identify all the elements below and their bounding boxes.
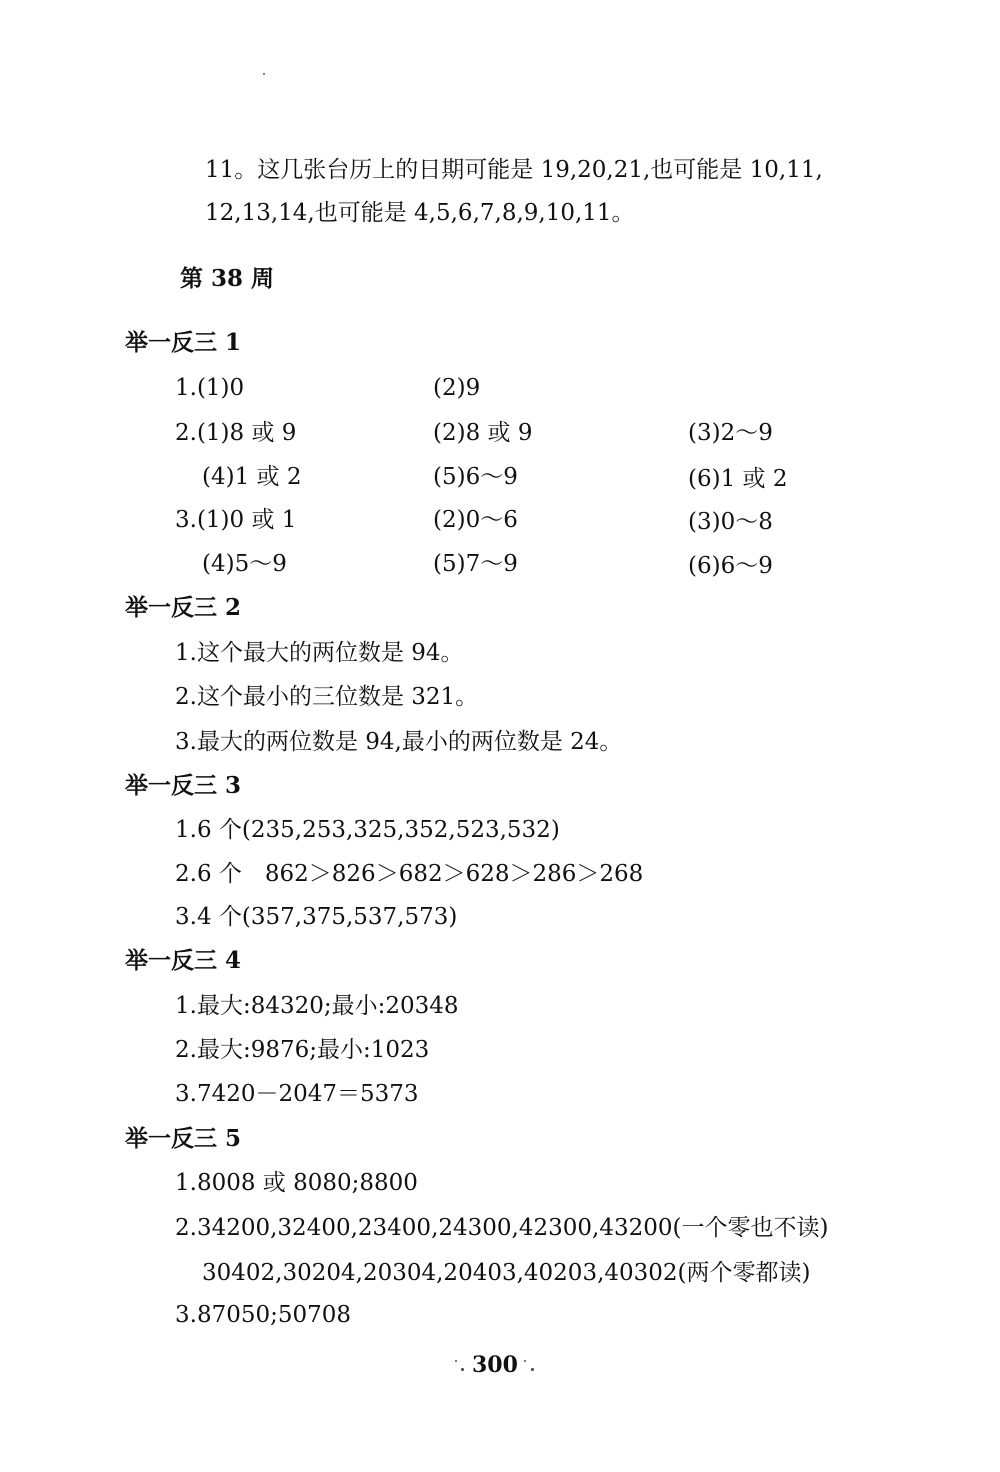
s1-r4-c3: (3)0～8 (688, 509, 773, 535)
page-number-ornament-left-2 (461, 1368, 464, 1371)
s3-item-2: 2.6 个 862＞826＞682＞628＞286＞268 (175, 861, 644, 887)
intro-line-1: 11。这几张台历上的日期可能是 19,20,21,也可能是 10,11, (205, 157, 823, 183)
s4-item-1: 1.最大:84320;最小:20348 (175, 993, 459, 1019)
section-4-title: 举一反三 4 (125, 947, 242, 974)
s2-item-3: 3.最大的两位数是 94,最小的两位数是 24。 (175, 729, 623, 755)
s5-item-2: 2.34200,32400,23400,24300,42300,43200(一个零也不读) (175, 1215, 829, 1241)
section-2-title: 举一反三 2 (125, 594, 242, 621)
s1-r1-c1: 1.(1)0 (175, 375, 245, 401)
speck (263, 73, 265, 75)
s4-item-2: 2.最大:9876;最小:1023 (175, 1037, 430, 1063)
s1-r5-c1: (4)5～9 (202, 551, 287, 577)
s1-r3-c2: (5)6～9 (433, 464, 518, 490)
s1-r2-c2: (2)8 或 9 (433, 420, 533, 446)
s2-item-2: 2.这个最小的三位数是 321。 (175, 684, 479, 710)
s1-r5-c2: (5)7～9 (433, 551, 518, 577)
s2-item-1: 1.这个最大的两位数是 94。 (175, 640, 464, 666)
s3-item-1: 1.6 个(235,253,325,352,523,532) (175, 817, 560, 843)
section-3-title: 举一反三 3 (125, 772, 242, 799)
page-number: 300 (472, 1352, 518, 1378)
intro-line-2: 12,13,14,也可能是 4,5,6,7,8,9,10,11。 (205, 200, 635, 226)
page-number-ornament-left (455, 1360, 457, 1362)
page-number-ornament-right-2 (531, 1368, 534, 1371)
s1-r4-c1: 3.(1)0 或 1 (175, 507, 297, 533)
s1-r3-c3: (6)1 或 2 (688, 466, 788, 492)
s5-item-1: 1.8008 或 8080;8800 (175, 1170, 418, 1196)
s3-item-3: 3.4 个(357,375,537,573) (175, 904, 458, 930)
week-title: 第 38 周 (180, 265, 275, 292)
s1-r3-c1: (4)1 或 2 (202, 464, 302, 490)
s1-r2-c1: 2.(1)8 或 9 (175, 420, 297, 446)
s1-r2-c3: (3)2～9 (688, 420, 773, 446)
section-1-title: 举一反三 1 (125, 329, 242, 356)
s1-r4-c2: (2)0～6 (433, 507, 518, 533)
s1-r1-c2: (2)9 (433, 375, 481, 401)
section-5-title: 举一反三 5 (125, 1125, 242, 1152)
s5-item-2-cont: 30402,30204,20304,20403,40203,40302(两个零都读) (202, 1260, 811, 1286)
s4-item-3: 3.7420－2047＝5373 (175, 1081, 419, 1107)
s5-item-3: 3.87050;50708 (175, 1302, 352, 1328)
page-number-ornament-right (524, 1360, 526, 1362)
s1-r5-c3: (6)6～9 (688, 553, 773, 579)
